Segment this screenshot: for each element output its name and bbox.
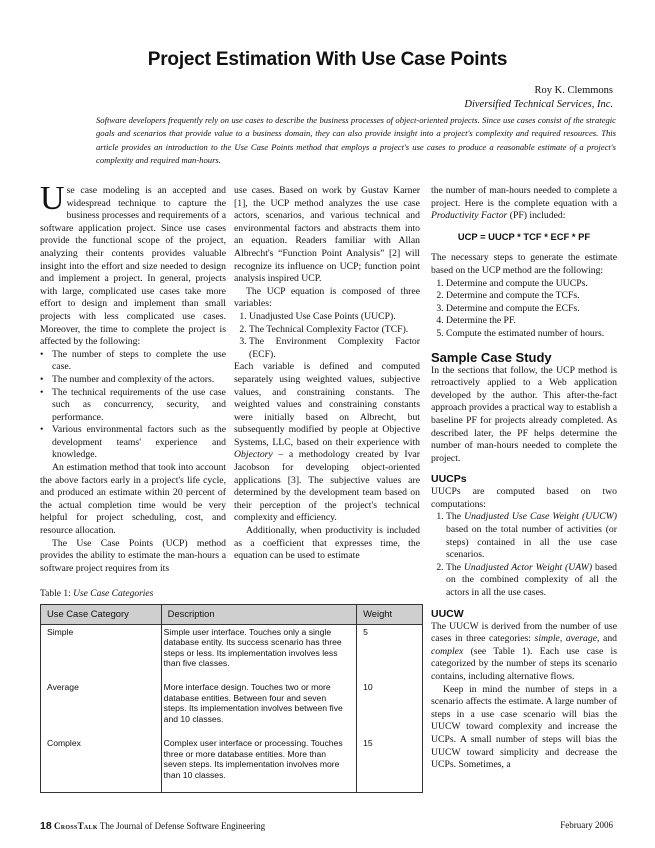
- paragraph: The UCP equation is composed of three variables:: [234, 285, 420, 310]
- paragraph: use cases. Based on work by Gustav Karner [1], the UCP method analyzes the use case actors, scenarios, and various technical and environmental factors and abstracts them into an equation. Readers familiar with Allan Albrecht's “Function Point Analysis” [2] will recognize its influence on UCP; function point analysis inspired UCP.: [234, 185, 420, 285]
- subsection-heading: UUCW: [431, 607, 464, 620]
- abstract: Software developers frequently rely on use cases to describe the business processes of object-oriented projects. Since use cases consist of the strategic goals and scenarios that provide value to a business domain, they can also provide insight into a project's complexity and required resources. This article provides an introduction to the Use Case Points method that employs a project's use cases to produce a reasonable estimate of a project's complexity and required man-hours.: [96, 115, 616, 166]
- paragraph: The Use Case Points (UCP) method provides the ability to estimate the man-hours a software project requires from its: [40, 537, 226, 574]
- paragraph: The necessary steps to generate the estimate based on the UCP method are the following:: [431, 252, 617, 276]
- author-block: [464, 84, 613, 112]
- productivity-factor-term: Productivity Factor: [431, 210, 508, 222]
- list-item: 4. Determine the PF.: [446, 315, 617, 328]
- paragraph: Additionally, when productivity is included as a coefficient that expresses time, the equation can be used to estimate: [234, 525, 420, 562]
- ucp-equation: UCP = UUCP * TCF * ECF * PF: [457, 230, 591, 242]
- paragraph: The UUCW is derived from the number of use cases in three categories: simple, average, and complex (see Table 1). Each use case is categorized by the number of steps its scenario contains, including alternative flows.: [431, 620, 618, 682]
- weight-cell: 10: [357, 680, 423, 736]
- table-header-row: [41, 605, 423, 625]
- magazine-subtitle: The Journal of Defense Software Engineering: [99, 821, 266, 831]
- uucp-list: [431, 511, 617, 599]
- column-header: Weight: [357, 605, 423, 625]
- column-header: Use Case Category: [41, 605, 162, 625]
- column-header: Description: [161, 605, 356, 625]
- table-caption: Table 1: Use Case Categories: [40, 589, 154, 599]
- category-cell: Complex: [41, 736, 162, 792]
- description-cell: Simple user interface. Touches only a single database entity. Its success scenario has three steps or less. Its implementation involves less than five classes.: [161, 624, 356, 680]
- table-row: [41, 624, 423, 680]
- section-heading: Sample Case Study: [431, 349, 552, 365]
- list-item: 3. The Environment Complexity Factor (ECF).: [249, 336, 420, 361]
- description-cell: More interface design. Touches two or more database entities. Between four and seven steps. Its implementation involves between five and 10 classes.: [161, 680, 356, 736]
- list-item: 3. Determine and compute the ECFs.: [446, 303, 617, 316]
- article-title: Project Estimation With Use Case Points: [147, 49, 508, 70]
- list-item: 1. The Unadjusted Use Case Weight (UUCW) based on the total number of activities (or steps) contained in all the use case scenarios.: [446, 511, 617, 561]
- table-row: [41, 736, 423, 792]
- category-cell: Average: [41, 680, 162, 736]
- column-2: [234, 185, 420, 563]
- magazine-name: CrossTalk: [53, 821, 98, 831]
- list-item: 2. The Unadjusted Actor Weight (UAW) based on the combined complexity of all the actors in all the use cases.: [446, 562, 617, 600]
- page-number: 18: [40, 820, 52, 832]
- list-item: 2. The Technical Complexity Factor (TCF).: [249, 324, 420, 337]
- list-item: • Various environmental factors such as the development teams' experience and knowledge.: [52, 424, 226, 462]
- column-3: [431, 185, 617, 772]
- footer-left: [40, 820, 265, 832]
- description-cell: Complex user interface or processing. Touches three or more database entities. More than seven steps. Its implementation involves more than 10 classes.: [161, 736, 356, 792]
- paragraph: In the sections that follow, the UCP method is retroactively applied to a Web application developed by the author. This after-the-fact approach provides a practical way to establish a baseline PF for projects already completed. As described later, the PF helps determine the number of man-hours needed to complete the project.: [431, 364, 617, 464]
- paragraph: the number of man-hours needed to complete a project. Here is the complete equation with a Productivity Factor (PF) included:: [431, 185, 617, 222]
- paragraph: Keep in mind the number of steps in a scenario affects the estimate. A large number of steps in a use case scenario will bias the UUCW toward complexity and increase the UCPs. A small number of steps will bias the UUCW toward simplicity and decrease the UCPs. Sometimes, a: [431, 683, 617, 771]
- paragraph: UUCPs are computed based on two computations:: [431, 486, 617, 510]
- use-case-categories-table: [40, 604, 423, 793]
- weight-cell: 15: [357, 736, 423, 792]
- list-item: • The number of steps to complete the use case.: [52, 349, 226, 374]
- paragraph: Each variable is defined and computed separately using weighted values, subjective values, and constraining constants. The weighted values and constraining constants were initially based on Albrecht, but subsequently modified by people at Objective Systems, LLC, based on their experience with Objectory – a methodology created by Ivar Jacobson for developing object-oriented applications [3]. The subjective values are determined by the development team based on their perception of the project's technical complexity and efficiency.: [234, 361, 420, 524]
- steps-list: [431, 278, 617, 341]
- variable-list: [234, 311, 420, 361]
- list-item: 1. Determine and compute the UUCPs.: [446, 278, 617, 291]
- author-affiliation: Diversified Technical Services, Inc.: [464, 99, 613, 110]
- objectory-term: Objectory: [234, 449, 273, 461]
- footer-date: February 2006: [560, 820, 613, 830]
- factor-bullet-list: [40, 349, 226, 462]
- list-item: • The number and complexity of the actors.: [52, 374, 226, 387]
- paragraph: An estimation method that took into account the above factors early in a project's life cycle, and produced an estimate within 20 percent of the actual completion time would be very helpful for project scheduling, cost, and resource allocation.: [40, 462, 226, 537]
- intro-paragraph: [40, 180, 226, 349]
- weight-cell: 5: [357, 624, 423, 680]
- category-cell: Simple: [41, 624, 162, 680]
- list-item: 5. Compute the estimated number of hours.: [446, 328, 617, 341]
- list-item: • The technical requirements of the use case such as concurrency, security, and performance.: [52, 387, 226, 425]
- author-name: Roy K. Clemmons: [534, 85, 613, 96]
- table-row: [41, 680, 423, 736]
- subsection-heading: UUCPs: [431, 473, 467, 486]
- column-1: [40, 180, 226, 575]
- list-item: 2. Determine and compute the TCFs.: [446, 290, 617, 303]
- intro-text: se case modeling is an accepted and widespread technique to capture the business processes and requirements of a software application project. Since use cases provide the functional scope of the project, analyzing their contents provides valuable insight into the effort and size needed to design and implement a project. In general, projects with large, complicated use cases take more effort to design and implement than small projects with less complicated use cases. Moreover, the time to complete the project is affected by the following:: [40, 185, 226, 348]
- list-item: 1. Unadjusted Use Case Points (UUCP).: [249, 311, 420, 324]
- drop-cap: U: [40, 180, 65, 217]
